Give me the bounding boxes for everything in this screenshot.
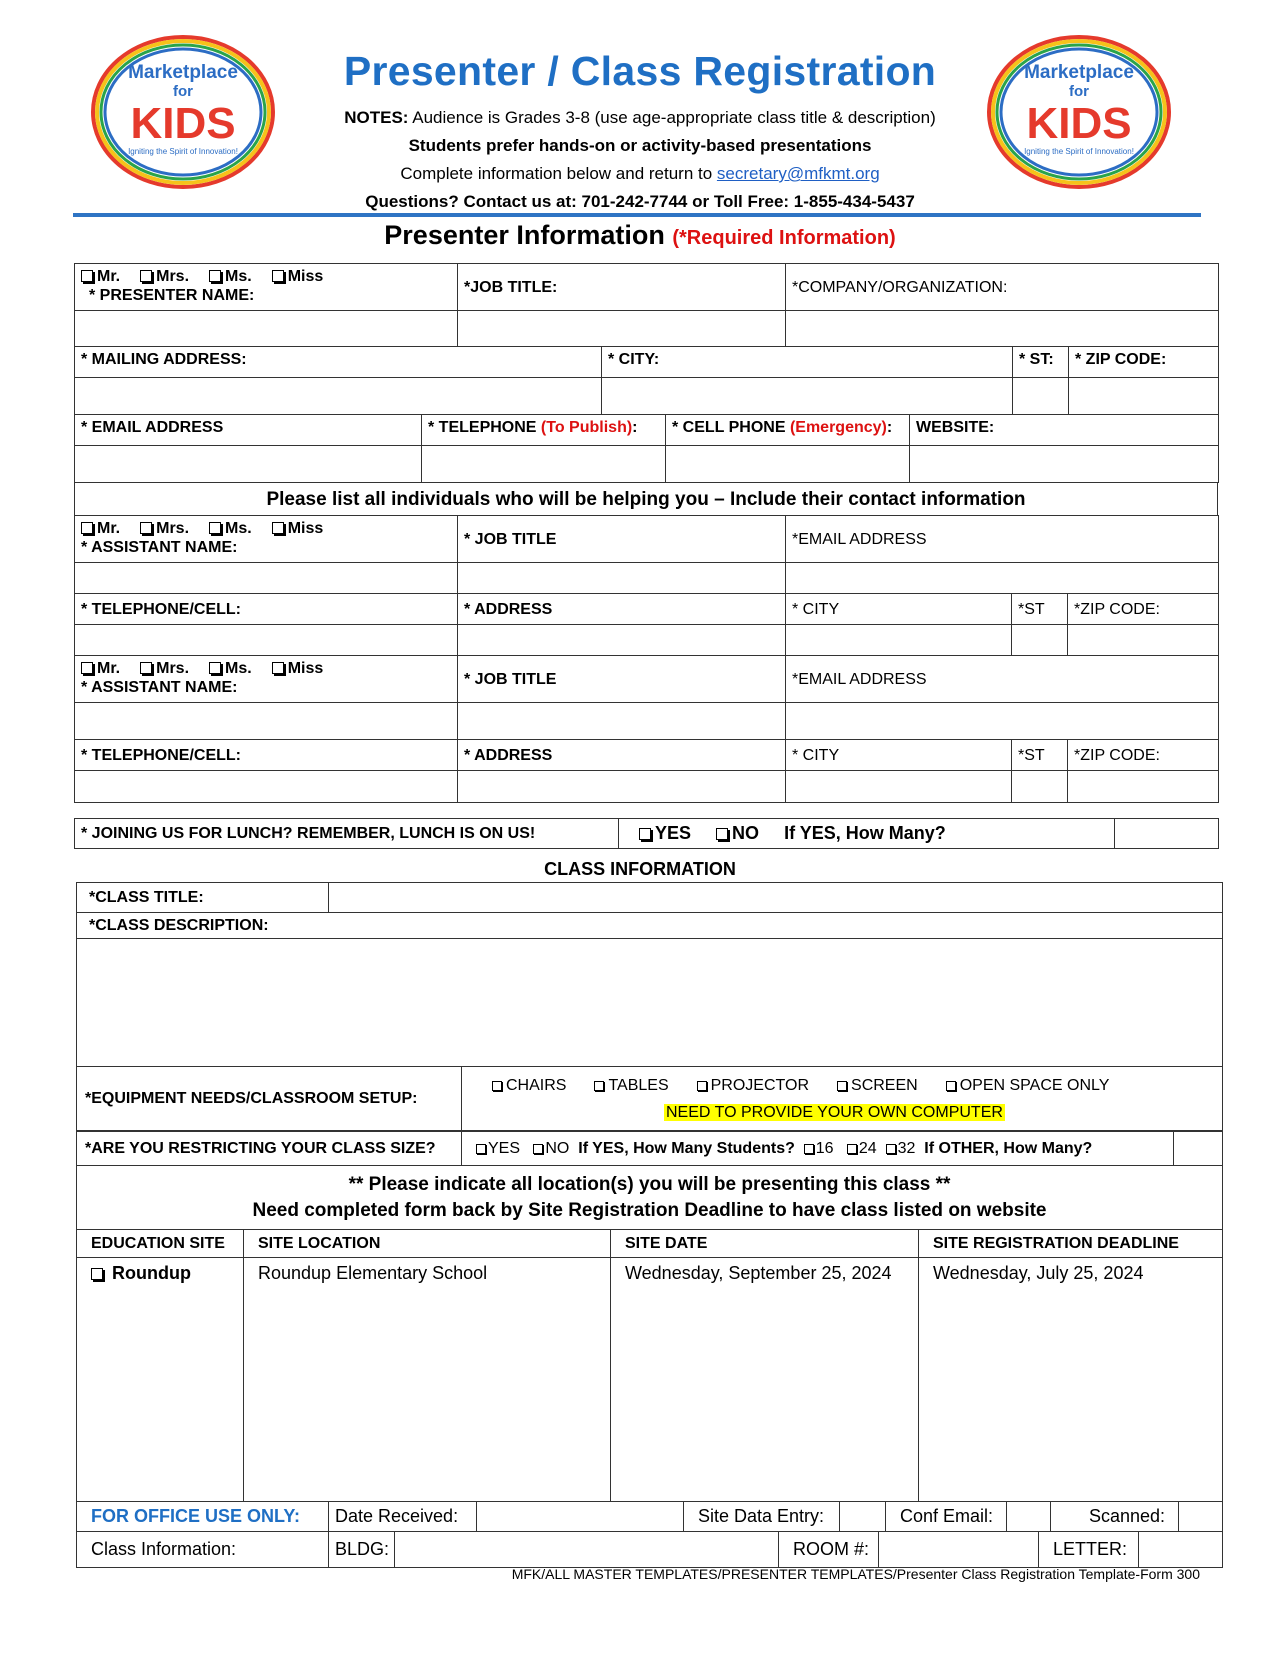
- checkbox-icon: [847, 1144, 857, 1154]
- size-16-checkbox[interactable]: 16: [804, 1140, 834, 1157]
- svg-text:Marketplace: Marketplace: [128, 62, 238, 83]
- class-title-label: *CLASS TITLE:: [77, 883, 329, 913]
- lunch-how-many-input[interactable]: [1115, 819, 1219, 849]
- salutation-mr[interactable]: Mr.: [81, 659, 120, 678]
- city-label: * CITY:: [602, 347, 1013, 378]
- how-many-students-label: If YES, How Many Students?: [578, 1140, 795, 1157]
- city-input[interactable]: [602, 378, 1013, 415]
- assistant-name-label: * ASSISTANT NAME:: [81, 679, 238, 696]
- assistant-zip-label: *ZIP CODE:: [1068, 594, 1219, 625]
- telephone-note: (To Publish): [540, 419, 633, 436]
- salutation-ms[interactable]: Ms.: [209, 659, 252, 678]
- contact-table: [74, 414, 1219, 483]
- cell-phone-label: * CELL PHONE (Emergency):: [666, 415, 910, 446]
- footer-path: MFK/ALL MASTER TEMPLATES/PRESENTER TEMPLATES/Presenter Class Registration Template-Form 300: [511, 1566, 1200, 1582]
- size-32-checkbox[interactable]: 32: [886, 1140, 916, 1157]
- equipment-chairs-checkbox[interactable]: CHAIRS: [492, 1076, 566, 1095]
- checkbox-icon: [91, 1268, 103, 1280]
- bldg-input[interactable]: [395, 1532, 779, 1568]
- lunch-how-many-label: If YES, How Many?: [784, 823, 946, 843]
- checkbox-icon: [716, 828, 728, 840]
- company-label: *COMPANY/ORGANIZATION:: [786, 264, 1219, 311]
- scanned-input[interactable]: [1179, 1502, 1223, 1532]
- assistant-zip-input[interactable]: [1068, 625, 1219, 656]
- company-input[interactable]: [786, 311, 1219, 347]
- site-deadline-header: SITE REGISTRATION DEADLINE: [919, 1230, 1223, 1258]
- assistant-job-title-input[interactable]: [458, 703, 786, 740]
- svg-text:Igniting the Spirit of Innovat: Igniting the Spirit of Innovation!: [1024, 147, 1134, 156]
- checkbox-icon: [476, 1144, 486, 1154]
- telephone-input[interactable]: [422, 446, 666, 483]
- checkbox-icon: [946, 1081, 956, 1091]
- checkbox-icon: [140, 522, 152, 534]
- conf-email-input[interactable]: [1007, 1502, 1051, 1532]
- assistant-email-input[interactable]: [786, 563, 1219, 594]
- checkbox-icon: [272, 522, 284, 534]
- checkbox-icon: [639, 828, 651, 840]
- checkbox-icon: [272, 270, 284, 282]
- site-location-cell: Roundup Elementary School: [244, 1258, 611, 1502]
- checkbox-icon: [272, 662, 284, 674]
- room-label: ROOM #:: [779, 1532, 879, 1568]
- conf-email-label: Conf Email:: [886, 1502, 1007, 1532]
- salutation-miss[interactable]: Miss: [272, 659, 324, 678]
- notes-line: [0, 108, 1280, 128]
- other-how-many-label: If OTHER, How Many?: [924, 1140, 1093, 1157]
- assistant-city-input[interactable]: [786, 771, 1012, 803]
- checkbox-icon: [81, 270, 93, 282]
- presenter-name-label: * PRESENTER NAME:: [89, 287, 255, 304]
- telephone-label: * TELEPHONE (To Publish):: [422, 415, 666, 446]
- assistant-address-label: * ADDRESS: [458, 740, 786, 771]
- date-received-label: Date Received:: [329, 1502, 477, 1532]
- lunch-question: * JOINING US FOR LUNCH? REMEMBER, LUNCH IS ON US!: [75, 819, 619, 849]
- checkbox-icon: [140, 662, 152, 674]
- assistant-telephone-input[interactable]: [75, 771, 458, 803]
- class-size-label: *ARE YOU RESTRICTING YOUR CLASS SIZE?: [77, 1132, 462, 1166]
- return-text: Complete information below and return to: [400, 164, 713, 183]
- checkbox-icon: [140, 270, 152, 282]
- site-roundup-checkbox[interactable]: [77, 1258, 244, 1502]
- assistant-city-input[interactable]: [786, 625, 1012, 656]
- mailing-table: [74, 346, 1219, 415]
- assistant-1-table: [74, 515, 1219, 656]
- salutation-ms[interactable]: Ms.: [209, 519, 252, 538]
- assistant-state-input[interactable]: [1012, 771, 1068, 803]
- class-size-table: [76, 1131, 1223, 1166]
- site-location-header: SITE LOCATION: [244, 1230, 611, 1258]
- salutation-ms[interactable]: Ms.: [209, 267, 252, 286]
- letter-input[interactable]: [1139, 1532, 1223, 1568]
- assistant-address-input[interactable]: [458, 625, 786, 656]
- header-rule: [73, 213, 1201, 217]
- assistant-name-cell: [75, 656, 458, 703]
- cell-note: (Emergency): [789, 419, 887, 436]
- zip-input[interactable]: [1069, 378, 1219, 415]
- assistant-city-label: * CITY: [786, 740, 1012, 771]
- assistant-telephone-input[interactable]: [75, 625, 458, 656]
- education-site-header: EDUCATION SITE: [77, 1230, 244, 1258]
- class-description-input[interactable]: [77, 939, 1223, 1067]
- job-title-input[interactable]: [458, 311, 786, 347]
- checkbox-icon: [804, 1144, 814, 1154]
- assistant-address-input[interactable]: [458, 771, 786, 803]
- assistant-city-label: * CITY: [786, 594, 1012, 625]
- checkbox-icon: [886, 1144, 896, 1154]
- assistant-job-title-label: * JOB TITLE: [458, 656, 786, 703]
- locations-line-1: ** Please indicate all location(s) you will be presenting this class **: [348, 1173, 951, 1195]
- notes-label: NOTES:: [344, 108, 409, 127]
- equipment-tables-checkbox[interactable]: TABLES: [594, 1076, 668, 1095]
- room-input[interactable]: [879, 1532, 1039, 1568]
- salutation-miss[interactable]: Miss: [272, 267, 324, 286]
- assistant-name-cell: [75, 516, 458, 563]
- presenter-name-cell: [75, 264, 458, 311]
- checkbox-icon: [533, 1144, 543, 1154]
- date-received-input[interactable]: [477, 1502, 684, 1532]
- svg-text:KIDS: KIDS: [1026, 99, 1132, 148]
- secretary-email-link[interactable]: secretary@mfkmt.org: [716, 164, 880, 183]
- locations-line-2: Need completed form back by Site Registration Deadline to have class listed on website: [252, 1199, 1047, 1221]
- assistant-job-title-input[interactable]: [458, 563, 786, 594]
- salutation-mr[interactable]: Mr.: [81, 519, 120, 538]
- class-size-options: [462, 1132, 1174, 1166]
- checkbox-icon: [594, 1081, 604, 1091]
- salutation-mrs[interactable]: Mrs.: [140, 267, 189, 286]
- assistant-name-input[interactable]: [75, 563, 458, 594]
- checkbox-icon: [697, 1081, 707, 1091]
- state-input[interactable]: [1013, 378, 1069, 415]
- lunch-table: [74, 818, 1219, 849]
- assistant-state-label: *ST: [1012, 740, 1068, 771]
- class-info-table: [76, 882, 1223, 1131]
- website-label: WEBSITE:: [910, 415, 1219, 446]
- assistant-state-input[interactable]: [1012, 625, 1068, 656]
- job-title-label: *JOB TITLE:: [458, 264, 786, 311]
- mailing-address-input[interactable]: [75, 378, 602, 415]
- scanned-label: Scanned:: [1051, 1502, 1179, 1532]
- website-input[interactable]: [910, 446, 1219, 483]
- class-information-label: Class Information:: [77, 1532, 329, 1568]
- presenter-section-title: [0, 220, 1280, 251]
- presenter-name-input[interactable]: [75, 311, 458, 347]
- class-size-yes-checkbox[interactable]: YES: [476, 1140, 520, 1157]
- notes-hands-on: Students prefer hands-on or activity-based presentations: [408, 136, 872, 155]
- checkbox-icon: [492, 1081, 502, 1091]
- salutation-mrs[interactable]: Mrs.: [140, 659, 189, 678]
- equipment-projector-checkbox[interactable]: PROJECTOR: [697, 1076, 809, 1095]
- computer-note: NEED TO PROVIDE YOUR OWN COMPUTER: [666, 1103, 1003, 1121]
- class-information-heading: CLASS INFORMATION: [544, 859, 736, 879]
- checkbox-icon: [81, 522, 93, 534]
- lunch-no-checkbox[interactable]: NO: [716, 824, 759, 843]
- svg-text:for: for: [173, 83, 193, 100]
- checkbox-icon: [209, 270, 221, 282]
- assistant-zip-input[interactable]: [1068, 771, 1219, 803]
- form-title: Presenter / Class Registration: [343, 48, 937, 94]
- office-use-table: [76, 1501, 1223, 1532]
- table-row: [77, 1258, 1223, 1502]
- locations-instructions: [77, 1166, 1223, 1230]
- helpers-heading: Please list all individuals who will be helping you – Include their contact information: [75, 483, 1218, 516]
- site-name: Roundup: [112, 1263, 191, 1283]
- site-date-header: SITE DATE: [611, 1230, 919, 1258]
- assistant-job-title-label: * JOB TITLE: [458, 516, 786, 563]
- lunch-yes-checkbox[interactable]: YES: [639, 824, 691, 843]
- locations-table: [76, 1165, 1223, 1502]
- lunch-options-cell: [619, 819, 1115, 849]
- required-note: (*Required Information): [672, 227, 896, 249]
- other-how-many-input[interactable]: [1174, 1132, 1223, 1166]
- assistant-email-input[interactable]: [786, 703, 1219, 740]
- equipment-screen-checkbox[interactable]: SCREEN: [837, 1076, 918, 1095]
- equipment-open-space-checkbox[interactable]: OPEN SPACE ONLY: [946, 1076, 1110, 1095]
- checkbox-icon: [209, 522, 221, 534]
- assistant-name-input[interactable]: [75, 703, 458, 740]
- zip-label: * ZIP CODE:: [1069, 347, 1219, 378]
- site-date-cell: Wednesday, September 25, 2024: [611, 1258, 919, 1502]
- section-title-text: Presenter Information: [384, 220, 665, 250]
- salutation-mrs[interactable]: Mrs.: [140, 519, 189, 538]
- state-label: * ST:: [1013, 347, 1069, 378]
- assistant-address-label: * ADDRESS: [458, 594, 786, 625]
- checkbox-icon: [837, 1081, 847, 1091]
- svg-text:Marketplace: Marketplace: [1024, 62, 1134, 83]
- class-description-label: *CLASS DESCRIPTION:: [77, 913, 1223, 939]
- notes-text: Audience is Grades 3-8 (use age-appropriate class title & description): [412, 108, 936, 127]
- class-title-input[interactable]: [329, 883, 1223, 913]
- checkbox-icon: [209, 662, 221, 674]
- mailing-address-label: * MAILING ADDRESS:: [75, 347, 602, 378]
- email-label: * EMAIL ADDRESS: [75, 415, 422, 446]
- email-input[interactable]: [75, 446, 422, 483]
- svg-text:Igniting the Spirit of Innovat: Igniting the Spirit of Innovation!: [128, 147, 238, 156]
- assistant-zip-label: *ZIP CODE:: [1068, 740, 1219, 771]
- salutation-miss[interactable]: Miss: [272, 519, 324, 538]
- assistant-email-label: *EMAIL ADDRESS: [786, 516, 1219, 563]
- svg-text:for: for: [1069, 83, 1089, 100]
- office-use-label: FOR OFFICE USE ONLY:: [77, 1502, 329, 1532]
- office-location-table: [76, 1531, 1223, 1568]
- presenter-table: [74, 263, 1219, 347]
- cell-phone-input[interactable]: [666, 446, 910, 483]
- assistant-email-label: *EMAIL ADDRESS: [786, 656, 1219, 703]
- notes-contact: Questions? Contact us at: 701-242-7744 or Toll Free: 1-855-434-5437: [365, 192, 915, 211]
- bldg-label: BLDG:: [329, 1532, 395, 1568]
- site-data-entry-label: Site Data Entry:: [684, 1502, 840, 1532]
- assistant-state-label: *ST: [1012, 594, 1068, 625]
- checkbox-icon: [81, 662, 93, 674]
- svg-text:KIDS: KIDS: [130, 99, 236, 148]
- site-data-entry-input[interactable]: [840, 1502, 886, 1532]
- equipment-label: *EQUIPMENT NEEDS/CLASSROOM SETUP:: [77, 1067, 462, 1131]
- helpers-heading-table: [74, 482, 1218, 516]
- salutation-mr[interactable]: Mr.: [81, 267, 120, 286]
- letter-label: LETTER:: [1039, 1532, 1139, 1568]
- equipment-options-cell: [462, 1067, 1223, 1131]
- site-deadline-cell: Wednesday, July 25, 2024: [919, 1258, 1223, 1502]
- assistant-telephone-label: * TELEPHONE/CELL:: [75, 594, 458, 625]
- assistant-2-table: [74, 655, 1219, 803]
- class-size-no-checkbox[interactable]: NO: [533, 1140, 569, 1157]
- assistant-telephone-label: * TELEPHONE/CELL:: [75, 740, 458, 771]
- assistant-name-label: * ASSISTANT NAME:: [81, 539, 238, 556]
- size-24-checkbox[interactable]: 24: [847, 1140, 877, 1157]
- notes-return: [0, 164, 1280, 184]
